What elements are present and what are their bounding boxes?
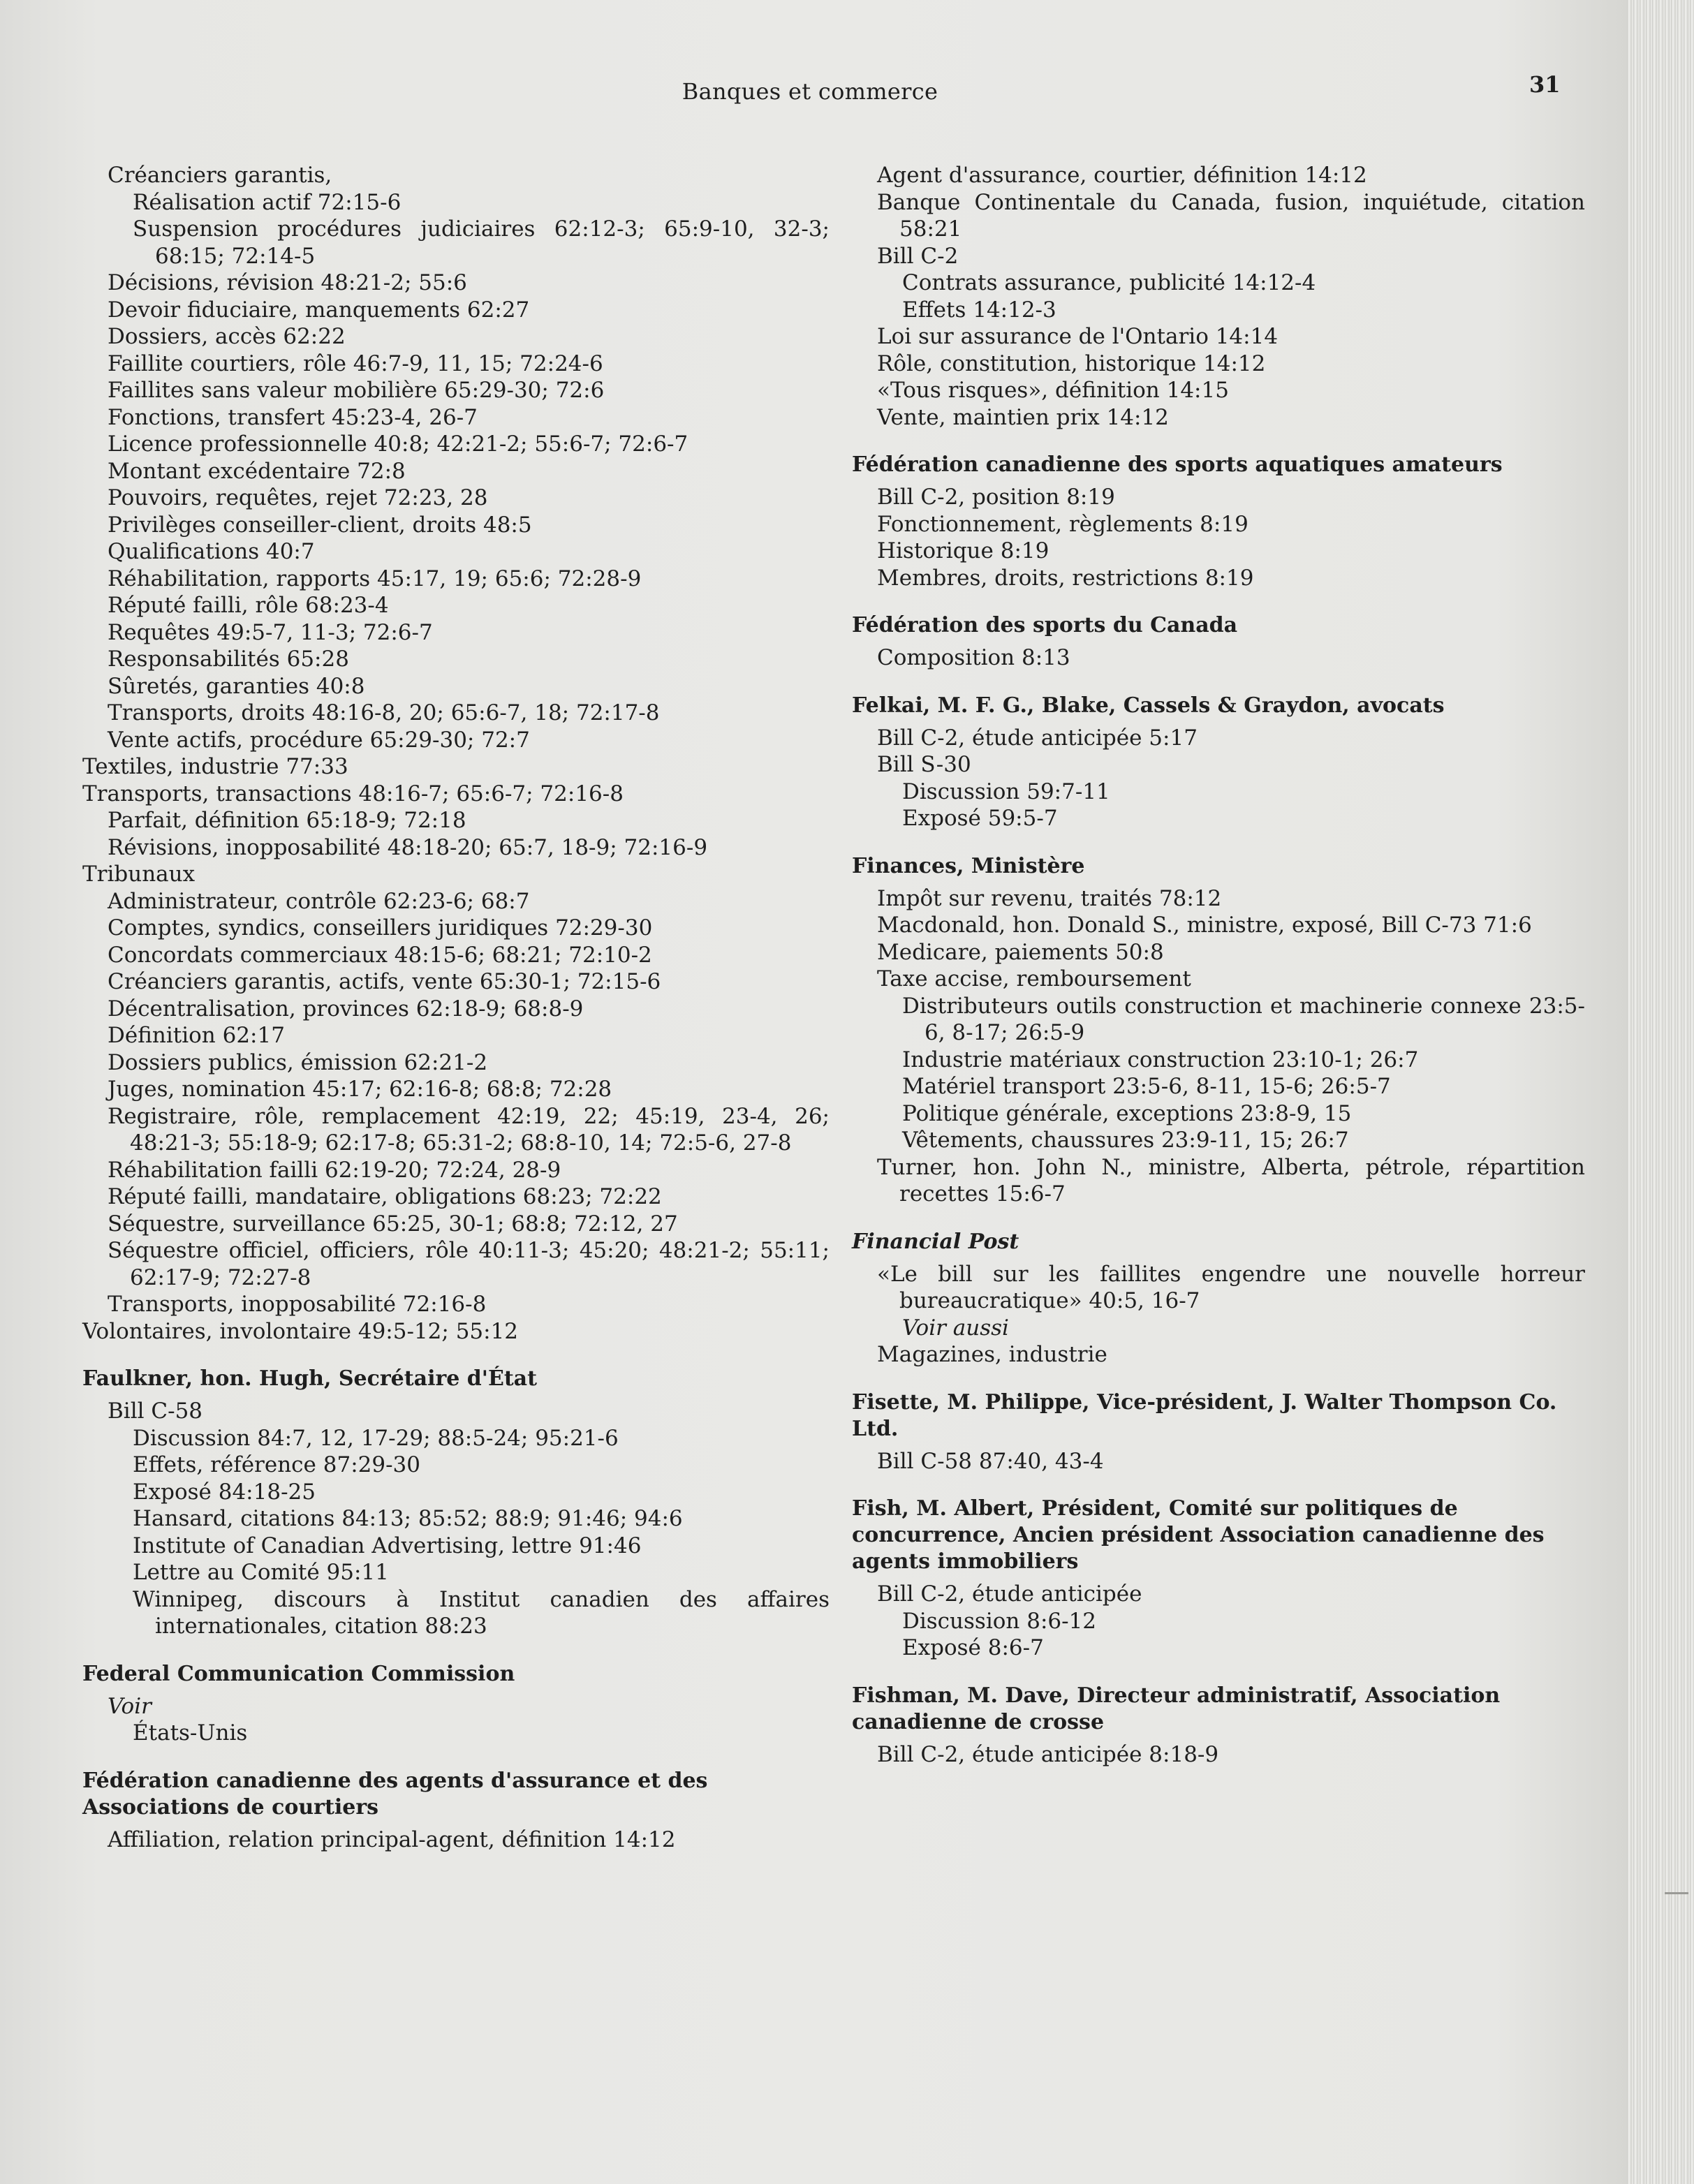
index-subentry: Banque Continentale du Canada, fusion, inquiétude, citation 58:21	[877, 189, 1585, 242]
index-subentry: Suspension procédures judiciaires 62:12-3; 65:9-10, 32-3; 68:15; 72:14-5	[133, 216, 830, 269]
index-subentry: Devoir fiduciaire, manquements 62:27	[108, 297, 530, 323]
index-subentry: Séquestre, surveillance 65:25, 30-1; 68:8; 72:12, 27	[108, 1211, 678, 1237]
index-subentry: Agent d'assurance, courtier, définition 14:12	[877, 163, 1367, 188]
running-header: Banques et commerce	[682, 78, 938, 105]
index-subentry: Contrats assurance, publicité 14:12-4	[902, 270, 1316, 295]
index-heading: Fédération des sports du Canada	[852, 613, 1238, 637]
page-edge	[1627, 0, 1694, 2184]
index-subentry: Faillites sans valeur mobilière 65:29-30; 72:6	[108, 378, 605, 403]
index-entry: Transports, transactions 48:16-7; 65:6-7; 72:16-8	[82, 781, 624, 806]
index-subentry: Distributeurs outils construction et machinerie connexe 23:5-6, 8-17; 26:5-9	[902, 993, 1585, 1045]
index-subentry: Révisions, inopposabilité 48:18-20; 65:7, 18-9; 72:16-9	[108, 834, 708, 860]
index-subentry: Réputé failli, rôle 68:23-4	[108, 593, 389, 618]
index-subentry: Définition 62:17	[108, 1023, 285, 1048]
index-subentry: Vente actifs, procédure 65:29-30; 72:7	[108, 727, 530, 753]
index-subentry: Macdonald, hon. Donald S., ministre, exposé, Bill C-73 71:6	[877, 913, 1532, 938]
index-subentry: Affiliation, relation principal-agent, définition 14:12	[108, 1827, 676, 1852]
index-subentry: Créanciers garantis,	[108, 163, 332, 188]
index-subentry: Institute of Canadian Advertising, lettre 91:46	[133, 1533, 642, 1558]
index-subentry: Loi sur assurance de l'Ontario 14:14	[877, 324, 1279, 349]
index-heading: Finances, Ministère	[852, 853, 1085, 878]
index-subentry: Taxe accise, remboursement	[877, 966, 1191, 991]
index-subentry: Responsabilités 65:28	[108, 647, 349, 672]
index-subentry: Historique 8:19	[877, 538, 1049, 563]
index-subentry: Winnipeg, discours à Institut canadien des affaires internationales, citation 88:23	[133, 1586, 830, 1639]
index-subentry: Exposé 8:6-7	[902, 1635, 1044, 1660]
index-subentry: Décisions, révision 48:21-2; 55:6	[108, 270, 467, 295]
index-heading: Faulkner, hon. Hugh, Secrétaire d'État	[82, 1366, 537, 1391]
index-subentry: Séquestre officiel, officiers, rôle 40:11-3; 45:20; 48:21-2; 55:11; 62:17-9; 72:27-8	[108, 1238, 830, 1290]
index-subentry: Bill C-2, position 8:19	[877, 485, 1115, 510]
index-heading: Fisette, M. Philippe, Vice-président, J. Walter Thompson Co. Ltd.	[852, 1389, 1557, 1441]
index-subentry: Administrateur, contrôle 62:23-6; 68:7	[108, 888, 530, 914]
edge-mark	[1665, 1892, 1688, 1894]
index-subentry: Turner, hon. John N., ministre, Alberta, pétrole, répartition recettes 15:6-7	[877, 1154, 1585, 1207]
page-number: 31	[1529, 71, 1561, 98]
index-subentry: Voir	[108, 1693, 152, 1719]
index-subentry: Requêtes 49:5-7, 11-3; 72:6-7	[108, 619, 433, 645]
index-subentry: Transports, droits 48:16-8, 20; 65:6-7, 18; 72:17-8	[108, 700, 660, 725]
index-subentry: Parfait, définition 65:18-9; 72:18	[108, 808, 466, 833]
index-subentry: Transports, inopposabilité 72:16-8	[108, 1292, 487, 1317]
index-subentry: Faillite courtiers, rôle 46:7-9, 11, 15; 72:24-6	[108, 351, 603, 376]
index-subentry: Exposé 84:18-25	[133, 1479, 316, 1505]
index-subentry: Sûretés, garanties 40:8	[108, 673, 365, 699]
index-column-right	[852, 162, 1585, 1768]
index-subentry: Réhabilitation failli 62:19-20; 72:24, 28-9	[108, 1157, 561, 1183]
index-subentry: «Le bill sur les faillites engendre une nouvelle horreur bureaucratique» 40:5, 16-7	[877, 1261, 1585, 1313]
index-subentry: Hansard, citations 84:13; 85:52; 88:9; 91:46; 94:6	[133, 1506, 683, 1531]
index-heading: Fishman, M. Dave, Directeur administratif, Association canadienne de crosse	[852, 1683, 1501, 1734]
index-subentry: Fonctionnement, règlements 8:19	[877, 511, 1249, 537]
index-subentry: Fonctions, transfert 45:23-4, 26-7	[108, 404, 478, 430]
index-subentry: Industrie matériaux construction 23:10-1; 26:7	[902, 1047, 1419, 1072]
index-subentry: Bill S-30	[877, 752, 971, 777]
index-heading: Felkai, M. F. G., Blake, Cassels & Graydon, avocats	[852, 693, 1445, 718]
index-subentry: Réputé failli, mandataire, obligations 68:23; 72:22	[108, 1184, 662, 1209]
index-subentry: Bill C-58 87:40, 43-4	[877, 1448, 1104, 1474]
index-heading: Federal Communication Commission	[82, 1661, 515, 1686]
index-subentry: Vêtements, chaussures 23:9-11, 15; 26:7	[902, 1128, 1349, 1153]
index-subentry: États-Unis	[133, 1720, 248, 1746]
index-subentry: Montant excédentaire 72:8	[108, 458, 406, 484]
index-subentry: Qualifications 40:7	[108, 539, 315, 564]
index-heading: Fish, M. Albert, Président, Comité sur politiques de concurrence, Ancien président Association canadienne des agents immobiliers	[852, 1496, 1545, 1574]
index-subentry: Rôle, constitution, historique 14:12	[877, 351, 1266, 376]
index-column-left	[82, 162, 830, 1853]
index-subentry: Bill C-2	[877, 243, 959, 269]
index-subentry: Exposé 59:5-7	[902, 806, 1058, 831]
index-subentry: Privilèges conseiller-client, droits 48:5	[108, 512, 532, 538]
index-subentry: Décentralisation, provinces 62:18-9; 68:8-9	[108, 996, 584, 1021]
index-subentry: Impôt sur revenu, traités 78:12	[877, 885, 1222, 911]
index-subentry: Licence professionnelle 40:8; 42:21-2; 55:6-7; 72:6-7	[108, 431, 688, 457]
index-heading: Financial Post	[852, 1229, 1019, 1254]
index-subentry: Comptes, syndics, conseillers juridiques 72:29-30	[108, 915, 653, 940]
index-subentry: Bill C-58	[108, 1399, 203, 1424]
index-subentry: Réalisation actif 72:15-6	[133, 189, 402, 215]
index-subentry: Effets 14:12-3	[902, 297, 1056, 323]
index-entry: Tribunaux	[82, 862, 196, 887]
index-subentry: Concordats commerciaux 48:15-6; 68:21; 72:10-2	[108, 942, 652, 968]
index-subentry: Vente, maintien prix 14:12	[877, 404, 1169, 430]
index-heading: Fédération canadienne des sports aquatiques amateurs	[852, 452, 1503, 477]
index-subentry: Matériel transport 23:5-6, 8-11, 15-6; 26:5-7	[902, 1074, 1391, 1099]
index-subentry: Magazines, industrie	[877, 1342, 1107, 1367]
index-subentry: Bill C-2, étude anticipée 5:17	[877, 725, 1198, 751]
index-subentry: Créanciers garantis, actifs, vente 65:30-1; 72:15-6	[108, 969, 661, 994]
index-subentry: Bill C-2, étude anticipée 8:18-9	[877, 1741, 1219, 1767]
index-subentry: Composition 8:13	[877, 645, 1070, 670]
index-subentry: Membres, droits, restrictions 8:19	[877, 565, 1254, 591]
index-subentry: Dossiers publics, émission 62:21-2	[108, 1049, 488, 1075]
index-heading: Fédération canadienne des agents d'assurance et des Associations de courtiers	[82, 1768, 708, 1820]
index-entry: Volontaires, involontaire 49:5-12; 55:12	[82, 1318, 519, 1344]
index-subentry: Politique générale, exceptions 23:8-9, 15	[902, 1100, 1352, 1126]
index-subentry: Pouvoirs, requêtes, rejet 72:23, 28	[108, 485, 488, 510]
index-subentry: Discussion 8:6-12	[902, 1608, 1097, 1634]
index-subentry: Lettre au Comité 95:11	[133, 1560, 389, 1585]
index-subentry: Réhabilitation, rapports 45:17, 19; 65:6; 72:28-9	[108, 566, 642, 591]
index-subentry: Bill C-2, étude anticipée	[877, 1581, 1142, 1607]
index-subentry: Dossiers, accès 62:22	[108, 324, 346, 349]
index-subentry: Registraire, rôle, remplacement 42:19, 22; 45:19, 23-4, 26; 48:21-3; 55:18-9; 62:17-8; 65:31-2; 68:8-10, 14; 72:5-6, 27-8	[108, 1103, 830, 1156]
index-subentry: Voir aussi	[902, 1315, 1009, 1341]
index-subentry: Medicare, paiements 50:8	[877, 939, 1164, 965]
index-subentry: «Tous risques», définition 14:15	[877, 378, 1229, 403]
index-subentry: Juges, nomination 45:17; 62:16-8; 68:8; 72:28	[108, 1077, 612, 1102]
index-subentry: Discussion 84:7, 12, 17-29; 88:5-24; 95:21-6	[133, 1425, 619, 1451]
index-subentry: Discussion 59:7-11	[902, 779, 1110, 804]
index-subentry: Effets, référence 87:29-30	[133, 1452, 421, 1477]
index-entry: Textiles, industrie 77:33	[82, 754, 348, 779]
